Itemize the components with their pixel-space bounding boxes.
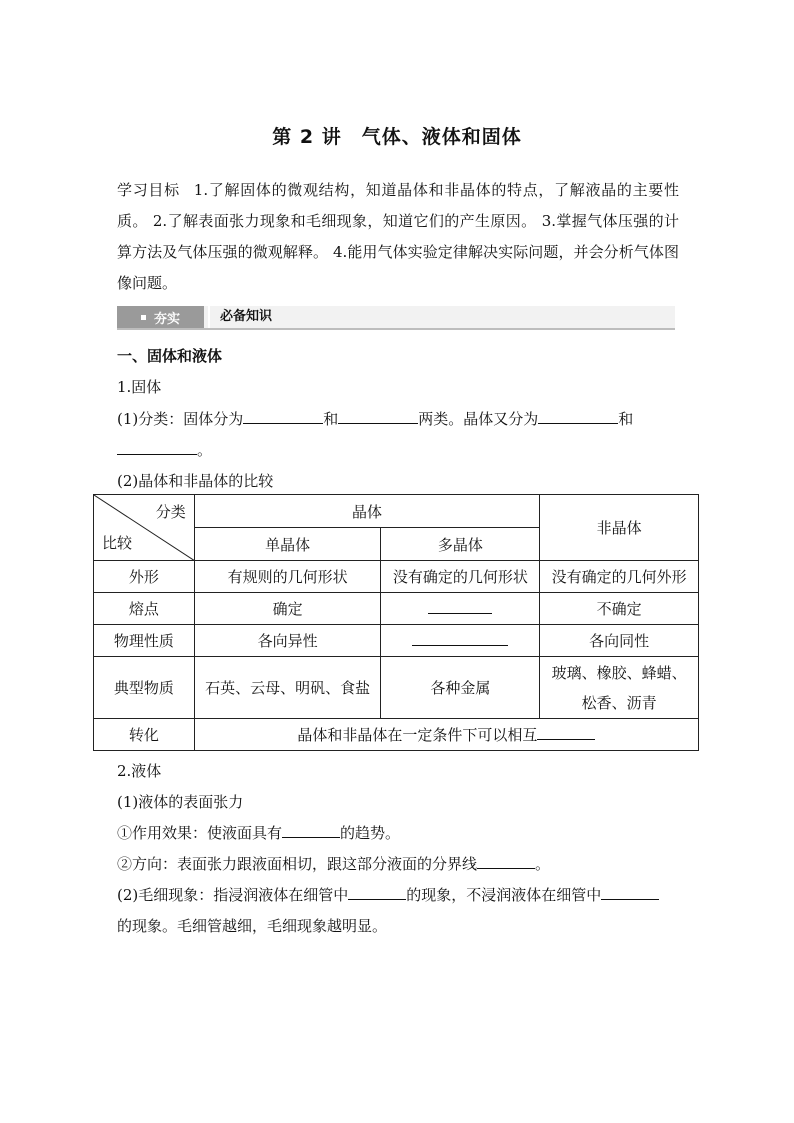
answer-blank[interactable] <box>412 631 508 646</box>
answer-blank[interactable] <box>282 823 340 838</box>
cell-single: 确定 <box>194 593 381 625</box>
row-label: 物理性质 <box>94 625 195 657</box>
cell-single: 石英、云母、明矾、食盐 <box>194 657 381 719</box>
cell-poly <box>381 593 540 625</box>
header-poly-crystal: 多晶体 <box>381 528 540 561</box>
banner-label: 必备知识 <box>220 309 273 324</box>
table-row <box>94 657 699 719</box>
banner-tag-label: 夯实 <box>153 311 180 327</box>
effect-line <box>117 822 682 843</box>
corner-top-label: 分类 <box>155 503 186 521</box>
table-row <box>94 561 699 593</box>
header-single-crystal: 单晶体 <box>194 528 381 561</box>
cell-amorphous <box>540 657 699 719</box>
row-label: 转化 <box>94 719 195 751</box>
cell-transform <box>194 719 698 751</box>
header-crystal: 晶体 <box>194 495 539 528</box>
section-heading: 一、固体和液体 <box>117 347 223 365</box>
row-label: 熔点 <box>94 593 195 625</box>
learning-objectives <box>117 175 679 299</box>
table-corner-cell <box>94 495 195 561</box>
header-amorphous: 非晶体 <box>540 495 699 561</box>
row-label: 典型物质 <box>94 657 195 719</box>
cell-amorphous: 各向同性 <box>540 625 699 657</box>
classify-line-1 <box>117 408 682 429</box>
answer-blank[interactable] <box>243 409 323 424</box>
comparison-table <box>93 494 699 751</box>
table-header-row <box>94 495 699 528</box>
answer-blank[interactable] <box>538 409 618 424</box>
cell-poly: 没有确定的几何形状 <box>381 561 540 593</box>
answer-blank[interactable] <box>117 440 197 455</box>
cell-poly: 各种金属 <box>381 657 540 719</box>
banner-tag <box>117 306 204 328</box>
answer-blank[interactable] <box>338 409 418 424</box>
capillary-text-2: 的现象，不浸润液体在细管中 <box>406 886 602 904</box>
cell-amorphous: 没有确定的几何外形 <box>540 561 699 593</box>
cell-amorphous: 不确定 <box>540 593 699 625</box>
cell-single: 有规则的几何形状 <box>194 561 381 593</box>
direction-text-1: ②方向：表面张力跟液面相切，跟这部分液面的分界线 <box>117 855 478 873</box>
table-row <box>94 593 699 625</box>
liquid-title: 2.液体 <box>117 762 162 780</box>
classify-text-4: 和 <box>618 410 634 428</box>
classify-text-1: (1)分类：固体分为 <box>117 410 244 428</box>
page-title: 第 2 讲 气体、液体和固体 <box>272 126 522 148</box>
capillary-line-2: 的现象。毛细管越细，毛细现象越明显。 <box>117 917 388 935</box>
banner-divider <box>208 306 210 328</box>
answer-blank[interactable] <box>537 725 595 740</box>
row-label: 外形 <box>94 561 195 593</box>
solid-title: 1.固体 <box>117 378 162 396</box>
capillary-line-1 <box>117 884 682 905</box>
square-bullet-icon <box>141 315 146 320</box>
cell-poly <box>381 625 540 657</box>
objectives-lead: 学习目标 <box>117 181 180 199</box>
table-row <box>94 719 699 751</box>
answer-blank[interactable] <box>428 599 492 614</box>
transform-text: 晶体和非晶体在一定条件下可以相互 <box>297 726 538 744</box>
capillary-text-1: (2)毛细现象：指浸润液体在细管中 <box>117 886 349 904</box>
effect-text-1: ①作用效果：使液面具有 <box>117 824 283 842</box>
table-row <box>94 625 699 657</box>
cell-single: 各向异性 <box>194 625 381 657</box>
direction-line <box>117 853 682 874</box>
surface-title: (1)液体的表面张力 <box>117 793 244 811</box>
cell-amorphous-line-1: 玻璃、橡胶、蜂蜡、 <box>551 663 687 682</box>
classify-text-5: 。 <box>197 441 213 459</box>
effect-text-2: 的趋势。 <box>340 824 401 842</box>
answer-blank[interactable] <box>348 885 406 900</box>
cell-amorphous-line-2: 松香、沥青 <box>581 693 657 712</box>
answer-blank[interactable] <box>477 854 535 869</box>
section-banner <box>117 306 675 330</box>
compare-title: (2)晶体和非晶体的比较 <box>117 472 274 490</box>
classify-text-2: 和 <box>323 410 339 428</box>
answer-blank[interactable] <box>601 885 659 900</box>
classify-text-3: 两类。晶体又分为 <box>418 410 539 428</box>
corner-bottom-label: 比较 <box>102 534 133 552</box>
direction-text-2: 。 <box>535 855 551 873</box>
classify-line-2 <box>117 439 682 460</box>
objectives-text: 1.了解固体的微观结构，知道晶体和非晶体的特点，了解液晶的主要性质。 2.了解表面张力现象和毛细现象，知道它们的产生原因。 3.掌握气体压强的计算方法及气体压强的微观解释。 4.能用气体实验定律解决实际问题，并会分析气体图像问题。 <box>117 181 679 292</box>
